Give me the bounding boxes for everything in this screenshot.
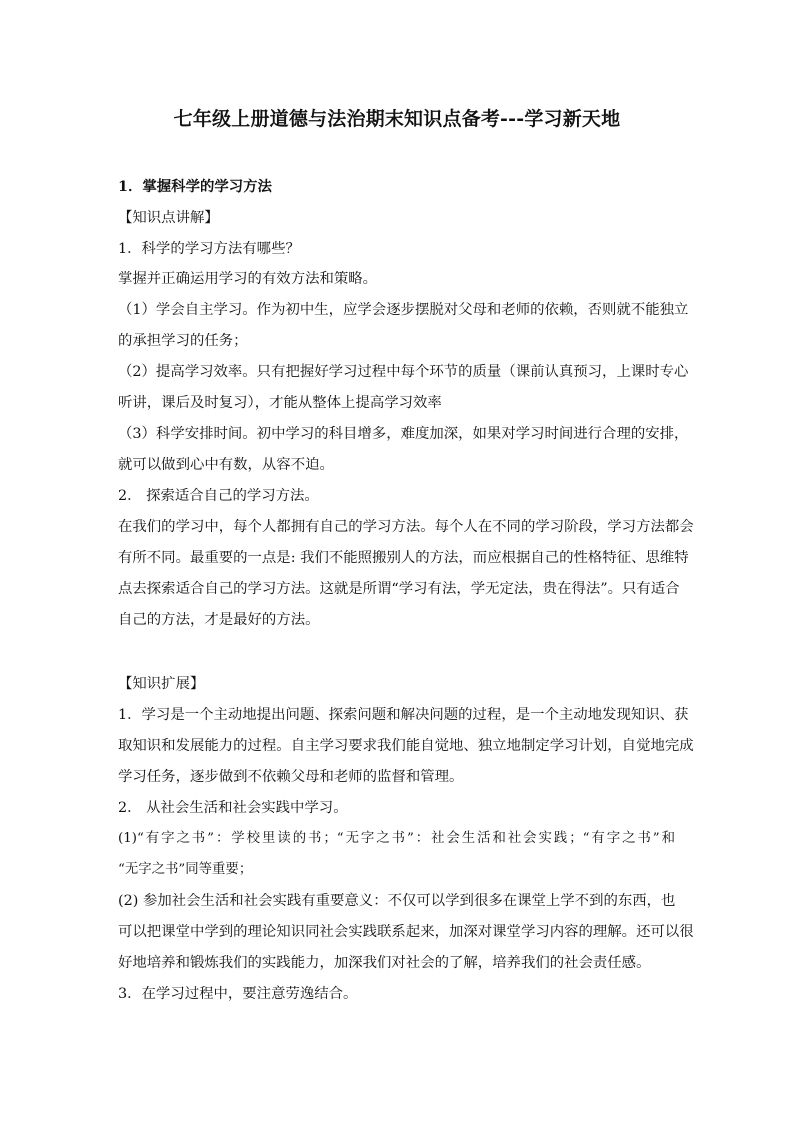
knowledge-label: 【知识点讲解】: [118, 210, 219, 226]
paragraph-line: (1)“有字之书”：学校里读的书；“无字之书”：社会生活和社会实践；“有字之书”和: [118, 831, 675, 846]
paragraph-line: 自己的方法，才是最好的方法。: [118, 612, 320, 628]
subheading-line: 2． 探索适合自己的学习方法。: [118, 488, 319, 504]
paragraph-line: （2）提高学习效率。只有把握好学习过程中每个环节的质量（课前认真预习，上课时专心: [118, 364, 689, 380]
paragraph-line: 取知识和发展能力的过程。自主学习要求我们能自觉地、独立地制定学习计划，自觉地完成: [118, 738, 694, 754]
paragraph-line: 掌握并正确运用学习的有效方法和策略。: [118, 271, 378, 287]
paragraph-line: 可以把课堂中学到的理论知识同社会实践联系起来，加深对课堂学习内容的理解。还可以很: [118, 924, 694, 940]
paragraph-line: “无字之书”同等重要；: [118, 862, 253, 877]
paragraph-line: 好地培养和锻炼我们的实践能力，加深我们对社会的了解，培养我们的社会责任感。: [118, 955, 651, 971]
paragraph-line: 1．学习是一个主动地提出问题、探索问题和解决问题的过程，是一个主动地发现知识、获: [118, 707, 689, 723]
paragraph-line: （3）科学安排时间。初中学习的科目增多，难度加深，如果对学习时间进行合理的安排，: [118, 426, 689, 442]
paragraph-line: 听讲，课后及时复习），才能从整体上提高学习效率: [118, 395, 442, 411]
section-heading: 1．掌握科学的学习方法: [118, 178, 272, 195]
subheading-line: 2． 从社会生活和社会实践中学习。: [118, 800, 348, 816]
paragraph-line: 点去探索适合自己的学习方法。这就是所谓“学习有法，学无定法，贵在得法”。只有适合: [118, 581, 680, 597]
paragraph-line: 在我们的学习中，每个人都拥有自己的学习方法。每个人在不同的学习阶段，学习方法都会: [118, 519, 694, 535]
extension-label: 【知识扩展】: [118, 676, 205, 692]
paragraph-line: 就可以做到心中有数，从容不迫。: [118, 457, 334, 473]
paragraph-line: 的承担学习的任务；: [118, 333, 248, 349]
paragraph-line: 学习任务，逐步做到不依赖父母和老师的监督和管理。: [118, 769, 464, 785]
question-line: 1．科学的学习方法有哪些？: [118, 241, 300, 257]
page-title: 七年级上册道德与法治期末知识点备考---学习新天地: [173, 108, 621, 130]
paragraph-line: 有所不同。最重要的一点是: 我们不能照搬别人的方法，而应根据自己的性格特征、思维特: [118, 550, 689, 566]
paragraph-line: (2) 参加社会生活和社会实践有重要意义：不仅可以学到很多在课堂上学不到的东西，也: [118, 893, 676, 909]
paragraph-line: （1）学会自主学习。作为初中生，应学会逐步摆脱对父母和老师的依赖，否则就不能独立: [118, 302, 689, 318]
paragraph-line: 3．在学习过程中，要注意劳逸结合。: [118, 986, 358, 1002]
